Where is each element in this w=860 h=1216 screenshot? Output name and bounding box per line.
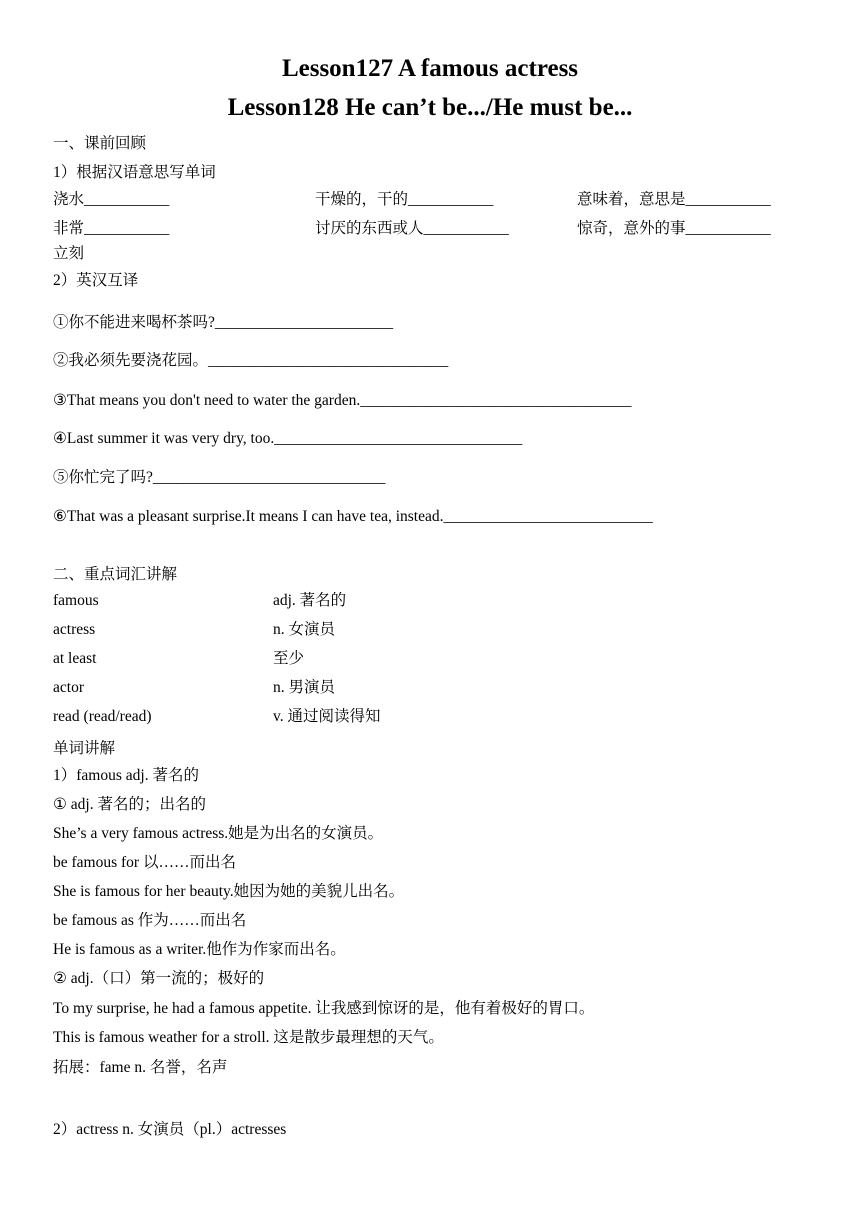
explain-line: 拓展：fame n. 名誉，名声 [53,1059,228,1076]
vocab-meaning: n. 男演员 [273,679,336,696]
section-vocab-heading: 二、重点词汇讲解 [53,566,178,583]
part1-heading: 1）根据汉语意思写单词 [53,164,216,181]
part2-heading: 2）英汉互译 [53,272,139,289]
word-blank: 讨厌的东西或人___________ [315,220,509,237]
lesson-title-2: Lesson128 He can’t be.../He must be... [227,94,633,121]
explain-line: be famous for 以……而出名 [53,854,236,871]
vocab-meaning: v. 通过阅读得知 [273,708,381,725]
explain-line: ② adj.（口）第一流的；极好的 [53,970,265,987]
vocab-meaning: n. 女演员 [273,621,336,638]
translation-item: ①你不能进来喝杯茶吗?_______________________ [53,314,394,331]
word-blank: 浇水___________ [53,191,170,208]
vocab-word: actress [53,621,96,638]
vocab-word: at least [53,650,97,667]
explain-line: This is famous weather for a stroll. 这是散步最理想的天气。 [53,1029,444,1046]
vocab-meaning: 至少 [273,650,305,667]
explain-line: She’s a very famous actress.她是为出名的女演员。 [53,825,384,842]
section-review-heading: 一、课前回顾 [53,135,147,152]
explain-line: He is famous as a writer.他作为作家而出名。 [53,941,346,958]
word-blank: 干燥的，干的___________ [315,191,494,208]
word-blank: 意味着，意思是___________ [577,191,771,208]
explain-line: ① adj. 著名的；出名的 [53,796,206,813]
word-blank: 非常___________ [53,220,170,237]
explain-line: To my surprise, he had a famous appetite. 让我感到惊讶的是，他有着极好的胃口。 [53,1000,595,1017]
word-blank: 惊奇，意外的事___________ [577,220,771,237]
translation-item: ③That means you don't need to water the garden.___________________________________ [53,392,632,409]
explain-line: 1）famous adj. 著名的 [53,767,199,784]
explain-actress-line: 2）actress n. 女演员（pl.）actresses [53,1121,287,1138]
word-blank: 立刻 [53,245,85,262]
explain-line: be famous as 作为……而出名 [53,912,247,929]
vocab-word: famous [53,592,99,609]
translation-item: ⑥That was a pleasant surprise.It means I can have tea, instead.___________________________ [53,508,653,525]
vocab-word: read (read/read) [53,708,152,725]
translation-item: ④Last summer it was very dry, too.________________________________ [53,430,523,447]
vocab-word: actor [53,679,84,696]
vocab-meaning: adj. 著名的 [273,592,347,609]
translation-item: ⑤你忙完了吗?______________________________ [53,469,386,486]
explain-heading: 单词讲解 [53,740,116,757]
explain-line: She is famous for her beauty.她因为她的美貌儿出名。 [53,883,405,900]
lesson-title-1: Lesson127 A famous actress [281,55,579,82]
translation-item: ②我必须先要浇花园。_______________________________ [53,352,449,369]
